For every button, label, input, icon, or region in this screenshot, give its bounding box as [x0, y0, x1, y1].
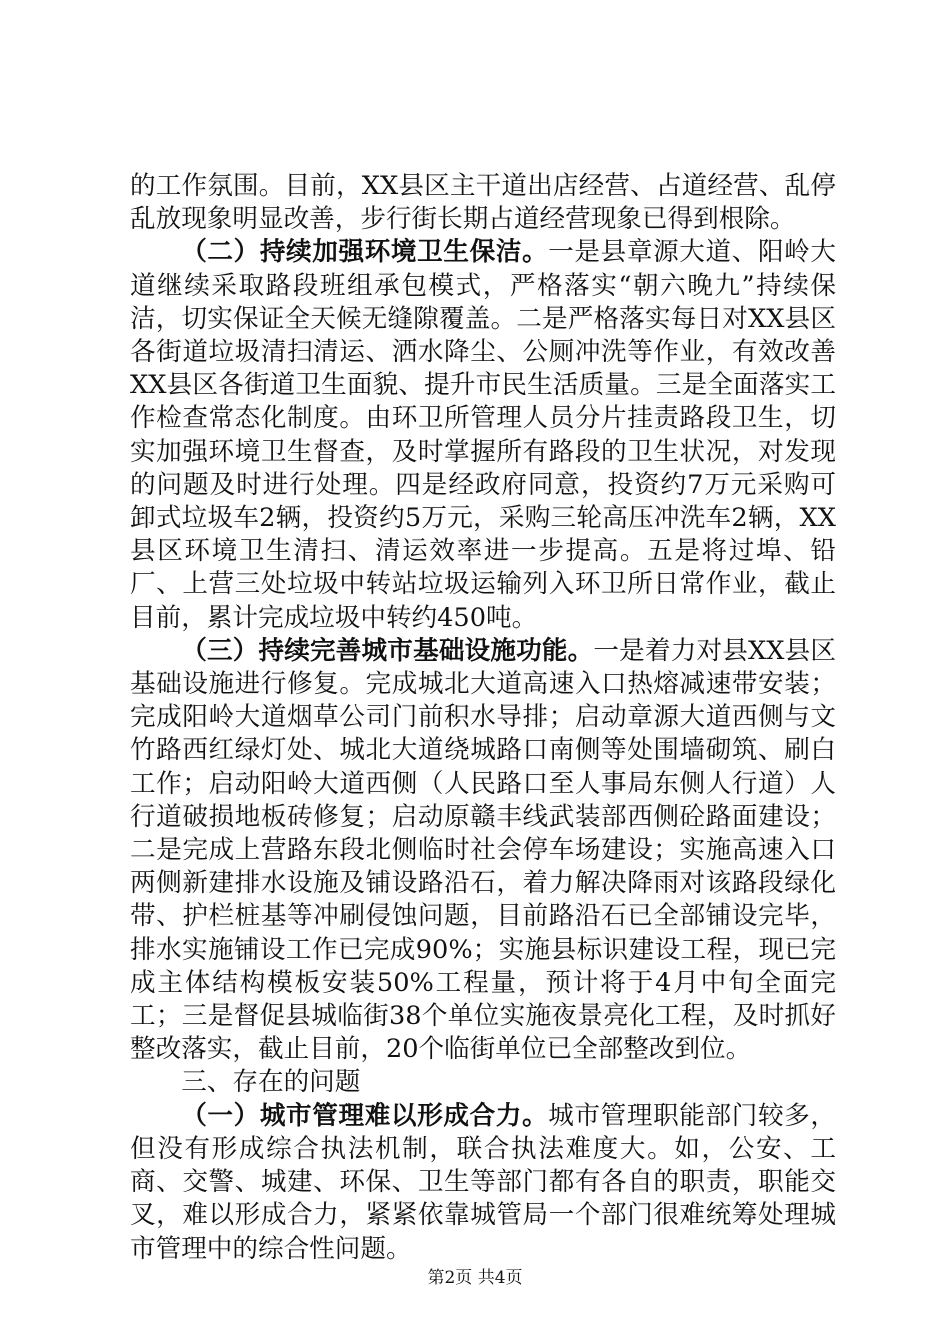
section-title-problems: 三、存在的问题	[181, 1067, 361, 1098]
paragraph-heading: （二）持续加强环境卫生保洁。	[181, 237, 549, 268]
paragraph-continuation: 的工作氛围。目前，XX县区主干道出店经营、占道经营、乱停乱放现象明显改善，步行街长期占道经营现象已得到根除。	[130, 171, 836, 235]
paragraph-environment-sanitation	[130, 236, 836, 634]
paragraph-management-cohesion	[130, 1100, 836, 1266]
paragraph-heading: （三）持续完善城市基础设施功能。	[181, 635, 594, 666]
paragraph-heading: （一）城市管理难以形成合力。	[181, 1100, 549, 1131]
paragraph-text: 城市管理职能部门较多，但没有形成综合执法机制，联合执法难度大。如，公安、工商、交警、城建、环保、卫生等部门都有各自的职责，职能交叉，难以形成合力，紧紧依靠城管局一个部门很难统筹处理城市管理中的综合性问题。	[130, 1100, 836, 1264]
document-body	[130, 170, 836, 1266]
paragraph-text: 一是县章源大道、阳岭大道继续采取路段班组承包模式，严格落实“朝六晚九”持续保洁，切实保证全天候无缝隙覆盖。二是严格落实每日对XX县区各街道垃圾清扫清运、洒水降尘、公厕冲洗等作业，有效改善XX县区各街道卫生面貌、提升市民生活质量。三是全面落实工作检查常态化制度。由环卫所管理人员分片挂责路段卫生，切实加强环境卫生督查，及时掌握所有路段的卫生状况，对发现的问题及时进行处理。四是经政府同意，投资约7万元采购可卸式垃圾车2辆，投资约5万元，采购三轮高压冲洗车2辆，XX县区环境卫生清扫、清运效率进一步提高。五是将过埠、铅厂、上营三处垃圾中转站垃圾运输列入环卫所日常作业，截止目前，累计完成垃圾中转约450吨。	[130, 237, 836, 633]
page-footer: 第2页 共4页	[427, 1268, 523, 1288]
paragraph-text: 一是着力对县XX县区基础设施进行修复。完成城北大道高速入口热熔减速带安装；完成阳岭大道烟草公司门前积水导排；启动章源大道西侧与文竹路西红绿灯处、城北大道绕城路口南侧等处围墙砌筑、刷白工作；启动阳岭大道西侧（人民路口至人事局东侧人行道）人行道破损地板砖修复；启动原赣丰线武装部西侧砼路面建设；二是完成上营路东段北侧临时社会停车场建设；实施高速入口两侧新建排水设施及铺设路沿石，着力解决降雨对该路段绿化带、护栏桩基等冲刷侵蚀问题，目前路沿石已全部铺设完毕，排水实施铺设工作已完成90%；实施县标识建设工程，现已完成主体结构模板安装50%工程量，预计将于4月中旬全面完工；三是督促县城临街38个单位实施夜景亮化工程，及时抓好整改落实，截止目前，20个临街单位已全部整改到位。	[130, 635, 836, 1065]
paragraph-infrastructure	[130, 635, 836, 1067]
